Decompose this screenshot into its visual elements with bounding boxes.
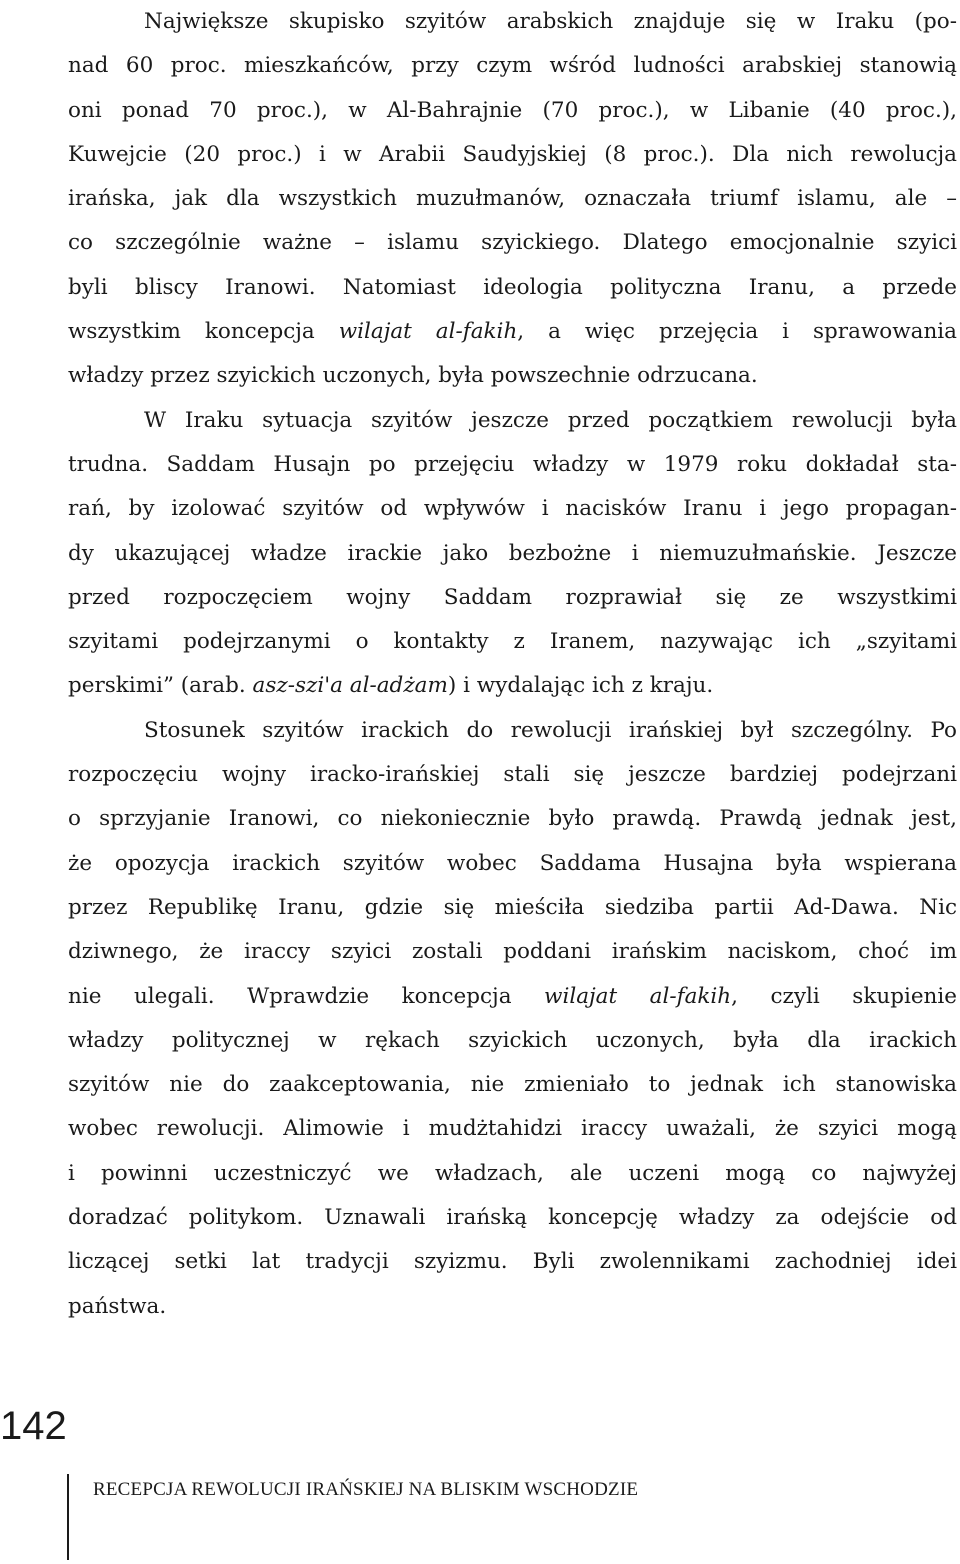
- italic-term: wilajat al-fakih: [544, 983, 732, 1009]
- footer-divider: [67, 1474, 69, 1560]
- text-run: , czyli skupienie: [731, 983, 958, 1009]
- text-line: byli bliscy Iranowi. Natomiast ideologia polityczna Iranu, a przede: [68, 274, 957, 300]
- text-line: rań, by izolować szyitów od wpływów i nacisków Iranu i jego propagan-: [68, 496, 957, 522]
- text-line: władzy politycznej w rękach szyickich uczonych, była dla irackich: [68, 1027, 957, 1053]
- text-line: liczącej setki lat tradycji szyizmu. Byli zwolennikami zachodniej idei: [68, 1249, 957, 1275]
- running-footer: RECEPCJA REWOLUCJI IRAŃSKIEJ NA BLISKIM WSCHODZIE: [93, 1479, 639, 1500]
- text-line: irańska, jak dla wszystkich muzułmanów, oznaczała triumf islamu, ale –: [68, 186, 957, 212]
- text-line: Stosunek szyitów irackich do rewolucji irańskiej był szczególny. Po: [144, 717, 957, 743]
- text-run: ) i wydalając ich z kraju.: [447, 673, 714, 699]
- text-line: że opozycja irackich szyitów wobec Saddama Husajna była wspierana: [68, 850, 957, 876]
- text-line: państwa.: [68, 1293, 167, 1319]
- text-run: nie ulegali. Wprawdzie koncepcja: [68, 983, 545, 1009]
- text-line: dy ukazującej władze irackie jako bezbożne i niemuzułmańskie. Jeszcze: [68, 540, 957, 566]
- text-line: władzy przez szyickich uczonych, była powszechnie odrzucana.: [68, 363, 758, 389]
- text-line: wobec rewolucji. Alimowie i mudżtahidzi iraccy uważali, że szyici mogą: [68, 1116, 957, 1142]
- text-line: trudna. Saddam Husajn po przejęciu władzy w 1979 roku dokładał sta-: [68, 451, 957, 477]
- text-line: Kuwejcie (20 proc.) i w Arabii Saudyjskiej (8 proc.). Dla nich rewolucja: [68, 141, 957, 167]
- text-line: o sprzyjanie Iranowi, co niekoniecznie było prawdą. Prawdą jednak jest,: [68, 806, 957, 832]
- text-line: i powinni uczestniczyć we władzach, ale uczeni mogą co najwyżej: [68, 1160, 957, 1186]
- text-line: co szczególnie ważne – islamu szyickiego. Dlatego emocjonalnie szyici: [68, 230, 957, 256]
- italic-term: wilajat al-fakih: [338, 319, 518, 345]
- text-line: [68, 310, 957, 354]
- text-line: W Iraku sytuacja szyitów jeszcze przed początkiem rewolucji była: [144, 407, 957, 433]
- page-number: 142: [0, 1404, 67, 1448]
- text-line: szyitami podejrzanymi o kontakty z Iranem, nazywając ich „szyitami: [68, 629, 957, 655]
- text-run: , a więc przejęcia i sprawowania: [517, 319, 958, 345]
- text-line: przez Republikę Iranu, gdzie się mieściła siedziba partii Ad-Dawa. Nic: [68, 894, 957, 920]
- italic-term: asz-szi'a al-adżam: [252, 673, 448, 699]
- text-run: wszystkim koncepcja: [68, 319, 339, 345]
- text-line: dziwnego, że iraccy szyici zostali poddani irańskim naciskom, choć im: [68, 939, 957, 965]
- body-text: [68, 0, 957, 1329]
- text-line: rozpoczęciu wojny iracko-irańskiej stali się jeszcze bardziej podejrzani: [68, 762, 957, 788]
- text-line: Największe skupisko szyitów arabskich znajduje się w Iraku (po-: [144, 9, 957, 34]
- text-run: perskimi” (arab.: [68, 673, 253, 699]
- text-line: nad 60 proc. mieszkańców, przy czym wśród ludności arabskiej stanowią: [68, 53, 957, 79]
- text-line: szyitów nie do zaakceptowania, nie zmieniało to jednak ich stanowiska: [68, 1072, 957, 1098]
- text-line: [68, 975, 957, 1019]
- text-line: przed rozpoczęciem wojny Saddam rozprawiał się ze wszystkimi: [68, 584, 957, 610]
- text-line: doradzać politykom. Uznawali irańską koncepcję władzy za odejście od: [68, 1205, 957, 1231]
- text-line: oni ponad 70 proc.), w Al-Bahrajnie (70 proc.), w Libanie (40 proc.),: [68, 97, 957, 123]
- text-line: [68, 664, 957, 708]
